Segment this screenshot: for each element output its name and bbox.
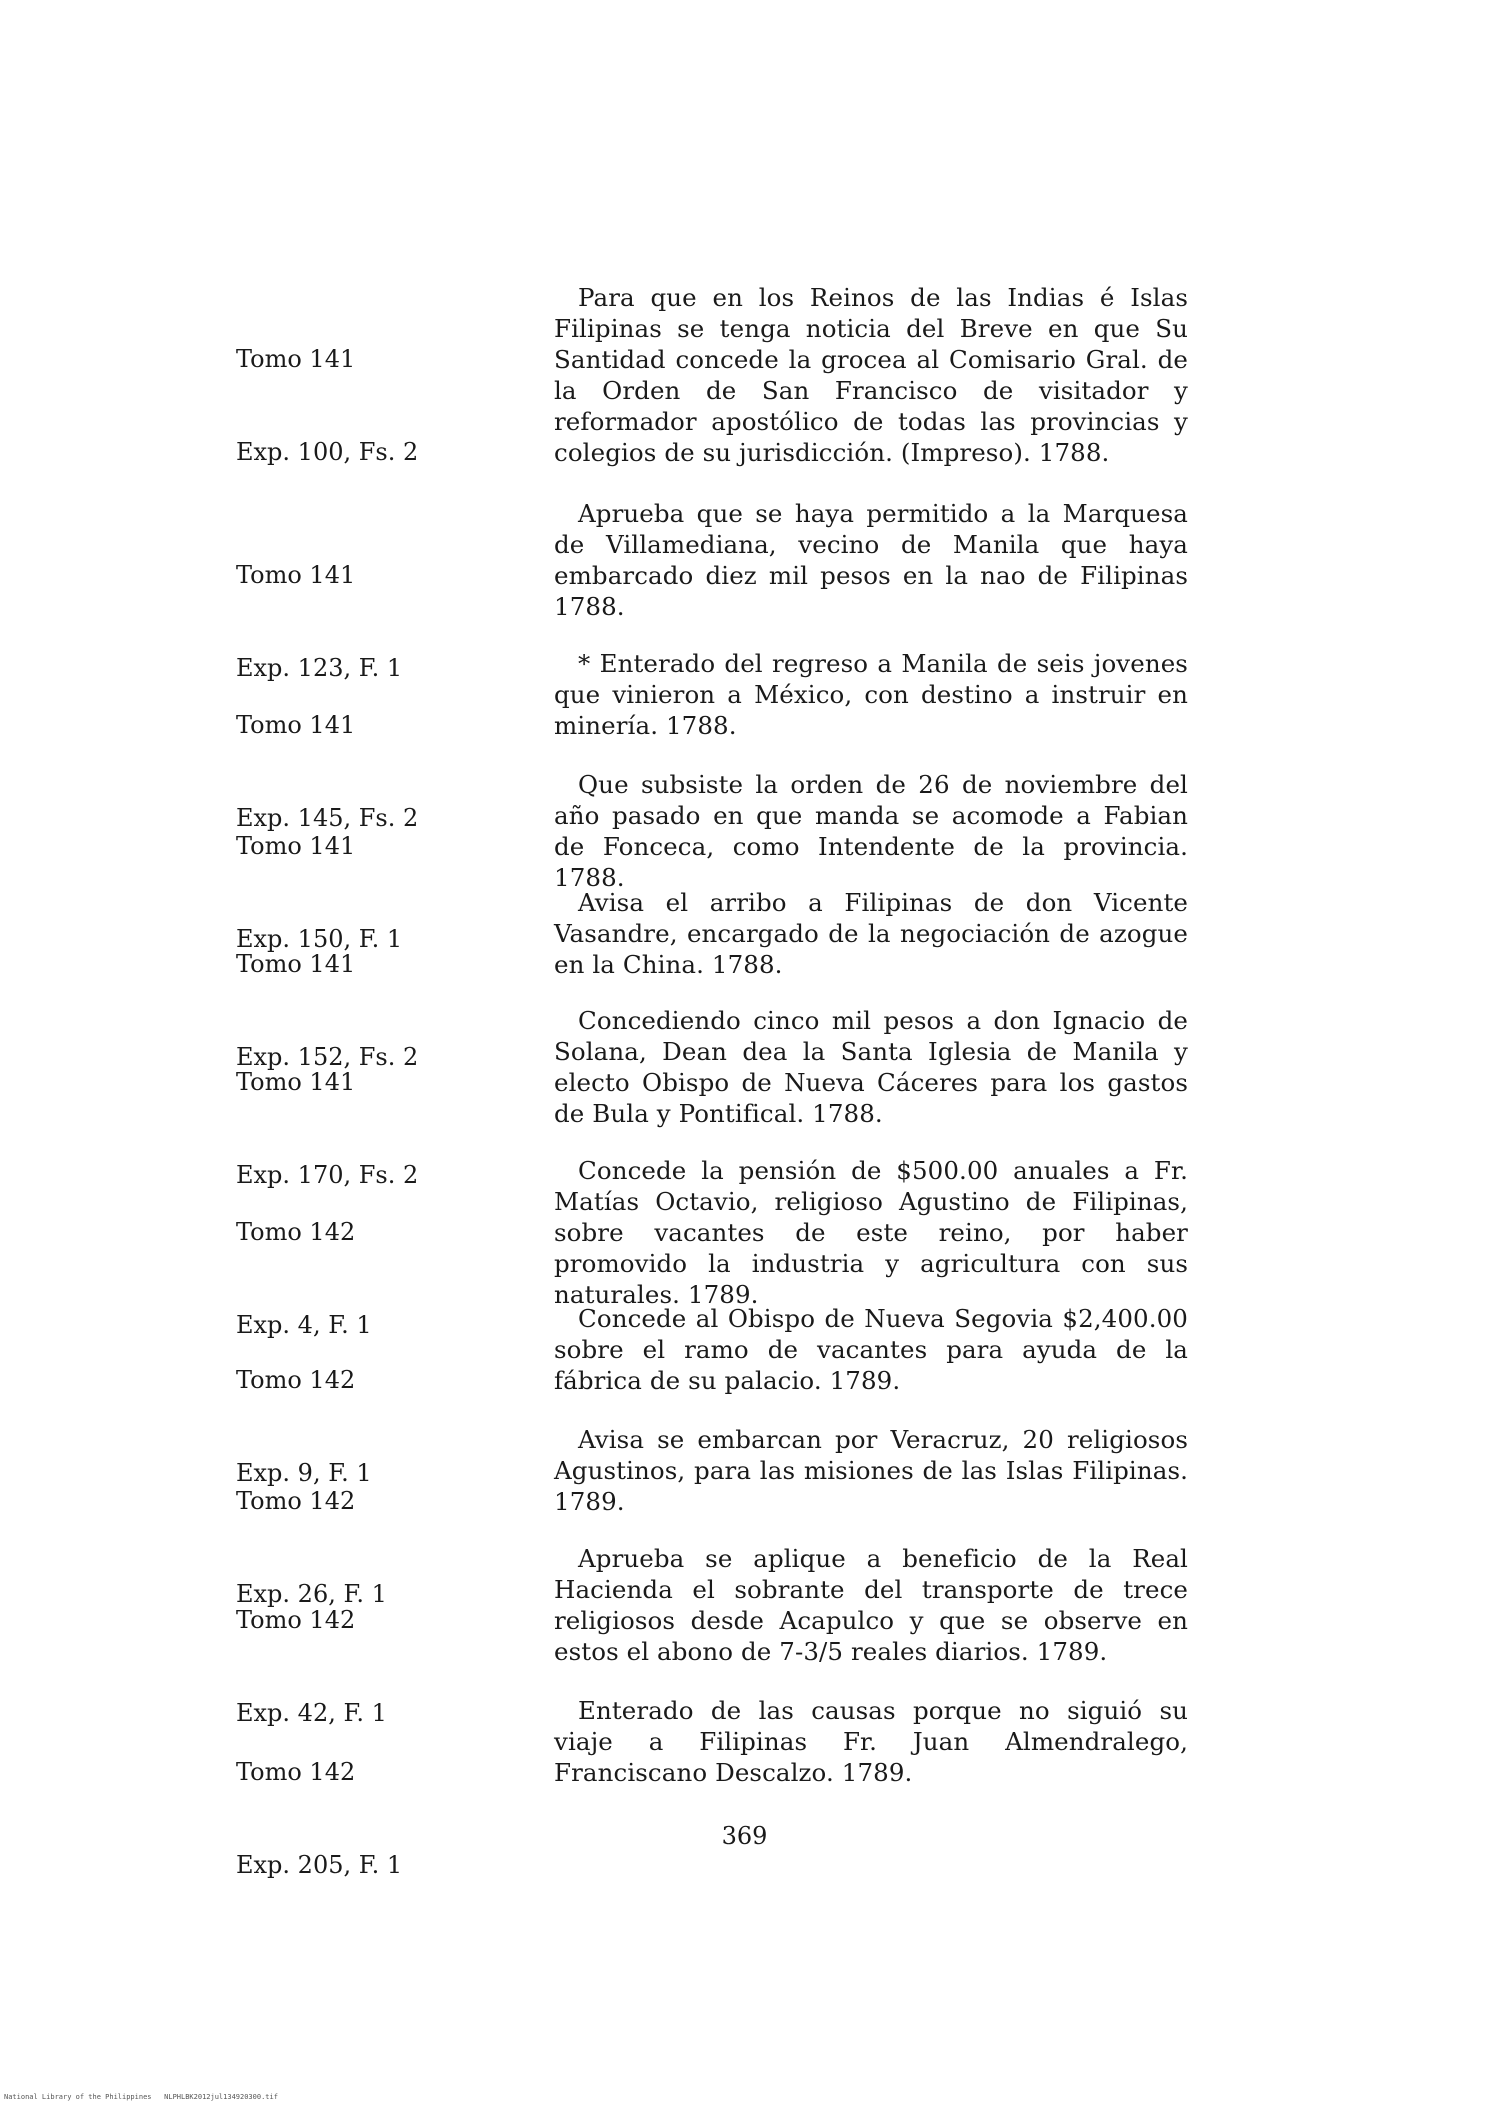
- entry-exp: Exp. 170, Fs. 2: [236, 1161, 419, 1189]
- entry-description: Concediendo cinco mil pesos a don Ignacio de Solana, Dean dea la Santa Iglesia de Manila y electo Obispo de Nueva Cáceres para los gastos de Bula y Pontifical. 1788.: [554, 1006, 1188, 1128]
- entry-description: Concede al Obispo de Nueva Segovia $2,400.00 sobre el ramo de vacantes para ayuda de la fábrica de su palacio. 1789.: [554, 1304, 1188, 1395]
- entry-exp: Exp. 145, Fs. 2: [236, 804, 419, 832]
- entry-description: Aprueba se aplique a beneficio de la Real Hacienda el sobrante del transporte de trece religiosos desde Acapulco y que se observe en estos el abono de 7-3/5 reales diarios. 1789.: [554, 1544, 1188, 1666]
- entry-description: Aprueba que se haya permitido a la Marquesa de Villamediana, vecino de Manila que haya embarcado diez mil pesos en la nao de Filipinas 1788.: [554, 499, 1188, 621]
- entry-exp: Exp. 9, F. 1: [236, 1459, 372, 1487]
- entry-tomo: Tomo 141: [236, 345, 356, 373]
- entry-description: Enterado de las causas porque no siguió su viaje a Filipinas Fr. Juan Almendralego, Franciscano Descalzo. 1789.: [554, 1696, 1188, 1787]
- entry-description: Avisa se embarcan por Veracruz, 20 religiosos Agustinos, para las misiones de las Islas Filipinas. 1789.: [554, 1425, 1188, 1516]
- entry-tomo: Tomo 142: [236, 1487, 356, 1515]
- entry-exp: Exp. 152, Fs. 2: [236, 1043, 419, 1071]
- entry-exp: Exp. 26, F. 1: [236, 1580, 387, 1608]
- entry-reference: [236, 282, 476, 530]
- entry-tomo: Tomo 141: [236, 1068, 356, 1096]
- entry-description: Que subsiste la orden de 26 de noviembre del año pasado en que manda se acomode a Fabian de Fonceca, como Intendente de la provincia. 1788.: [554, 770, 1188, 892]
- entry-description: * Enterado del regreso a Manila de seis jovenes que vinieron a México, con destino a instruir en minería. 1788.: [554, 649, 1188, 740]
- entry-exp: Exp. 150, F. 1: [236, 925, 403, 953]
- entry-tomo: Tomo 141: [236, 711, 356, 739]
- entry-tomo: Tomo 142: [236, 1758, 356, 1786]
- entry-exp: Exp. 123, F. 1: [236, 654, 403, 682]
- entry-description: Concede la pensión de $500.00 anuales a Fr. Matías Octavio, religioso Agustino de Filipinas, sobre vacantes de este reino, por haber promovido la industria y agricultura con sus naturales. 1789.: [554, 1156, 1188, 1309]
- entry-tomo: Tomo 142: [236, 1366, 356, 1394]
- entry-description: Para que en los Reinos de las Indias é Islas Filipinas se tenga noticia del Breve en que Su Santidad concede la grocea al Comisario Gral. de la Orden de San Francisco de visitador y reformador apostólico de todas las provincias y colegios de su jurisdicción. (Impreso). 1788.: [554, 283, 1188, 467]
- entry-exp: Exp. 4, F. 1: [236, 1311, 372, 1339]
- entry-tomo: Tomo 141: [236, 832, 356, 860]
- entry-exp: Exp. 100, Fs. 2: [236, 438, 419, 466]
- page-number: 369: [721, 1822, 768, 1850]
- entry-reference: [236, 1695, 476, 1943]
- entry-tomo: Tomo 142: [236, 1218, 356, 1246]
- entry-exp: Exp. 42, F. 1: [236, 1699, 387, 1727]
- entry-tomo: Tomo 142: [236, 1606, 356, 1634]
- scan-footer: National Library of the Philippines NLPHLBK2012jul134920300.tif: [4, 2093, 278, 2101]
- entry-tomo: Tomo 141: [236, 950, 356, 978]
- entry-exp: Exp. 205, F. 1: [236, 1851, 403, 1879]
- entry-description: Avisa el arribo a Filipinas de don Vicente Vasandre, encargado de la negociación de azogue en la China. 1788.: [554, 888, 1188, 979]
- entry-tomo: Tomo 141: [236, 561, 356, 589]
